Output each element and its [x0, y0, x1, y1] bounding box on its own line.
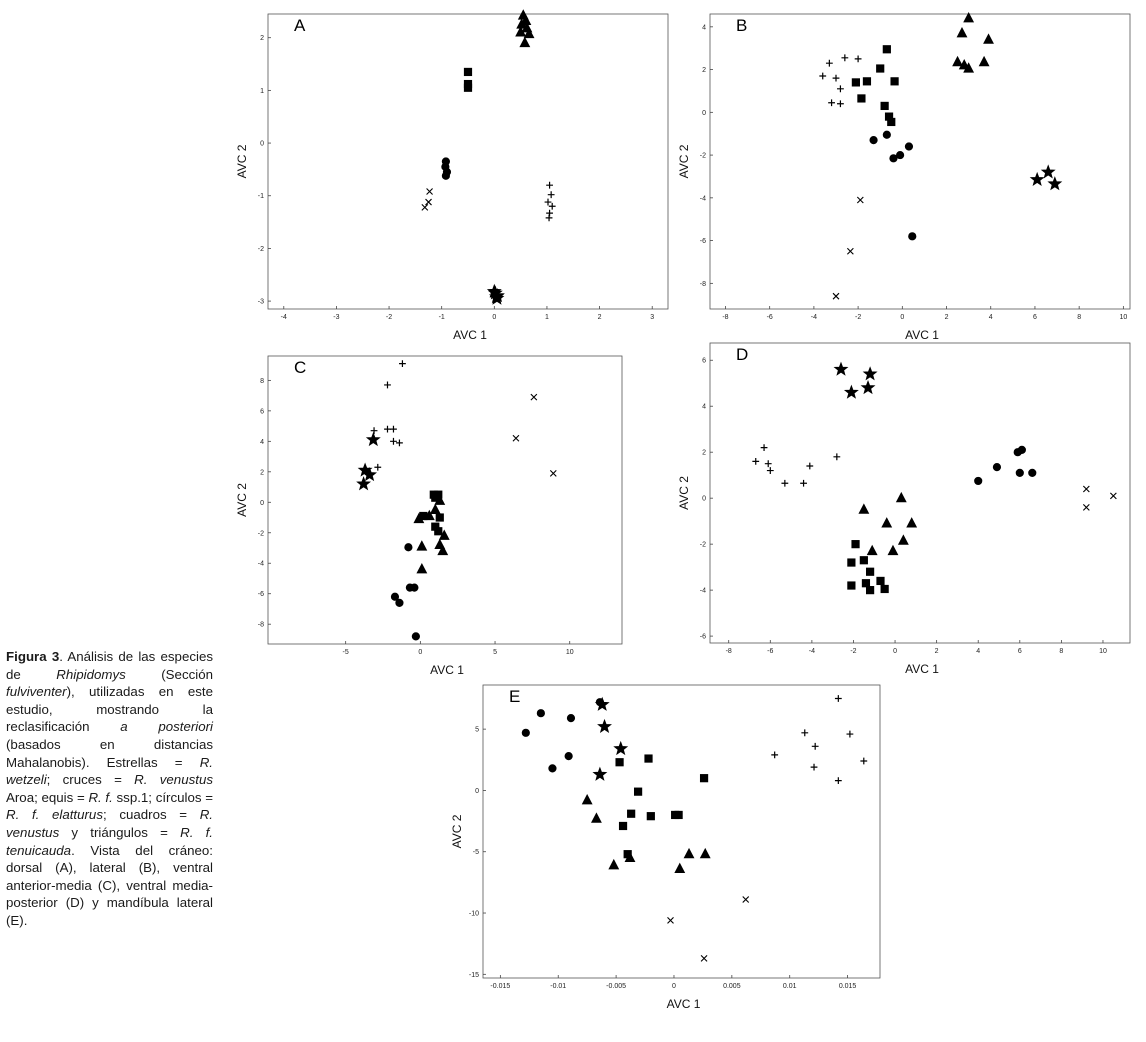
x-tick-label: 3 [650, 314, 655, 321]
data-point-plus [855, 55, 862, 62]
data-point-square [891, 78, 898, 85]
x-tick-label: 10 [565, 649, 574, 656]
figure-caption [6, 648, 213, 930]
data-point-plus [396, 439, 403, 446]
series-triangle [516, 10, 534, 46]
x-tick-label: -5 [342, 649, 349, 656]
x-tick-label: -2 [850, 648, 857, 655]
data-point-x [1110, 493, 1116, 499]
data-point-triangle [431, 505, 440, 514]
series-circle [522, 699, 603, 772]
data-point-plus [819, 73, 826, 80]
y-tick-label: -15 [468, 971, 479, 979]
data-point-square [634, 788, 641, 795]
caption-genus: Rhipidomys [56, 666, 126, 682]
data-point-square [863, 78, 870, 85]
panel-c [235, 356, 622, 677]
caption-species: R. f. tenuicauda [6, 824, 213, 858]
data-point-square [464, 84, 471, 91]
data-point-triangle [882, 518, 891, 527]
series-plus [371, 360, 406, 470]
caption-text: . Análisis de las especies de [6, 649, 213, 682]
x-tick-label: -3 [333, 314, 340, 321]
data-point-square [616, 759, 623, 766]
series-square [464, 68, 471, 91]
data-point-circle [412, 633, 419, 640]
data-point-star [367, 433, 379, 445]
data-point-circle [975, 477, 982, 484]
series-triangle [583, 795, 710, 872]
data-point-square [883, 46, 890, 53]
data-point-plus [771, 751, 778, 758]
data-point-plus [828, 99, 835, 106]
data-point-square [852, 541, 859, 548]
data-point-circle [897, 151, 904, 158]
data-point-plus [374, 464, 381, 471]
data-point-x [857, 197, 863, 203]
y-tick-label: -2 [699, 152, 706, 160]
y-tick-label: -6 [257, 591, 264, 599]
series-star [835, 363, 876, 398]
data-point-plus [860, 758, 867, 765]
y-tick-label: 5 [475, 726, 479, 734]
data-point-square [852, 79, 859, 86]
x-tick-label: 2 [934, 648, 939, 655]
x-tick-label: 6 [1017, 648, 1022, 655]
data-point-x [743, 897, 749, 903]
data-point-square [862, 580, 869, 587]
data-point-plus [384, 426, 391, 433]
panel-a [235, 10, 668, 342]
data-point-circle [1016, 469, 1023, 476]
data-point-square [647, 813, 654, 820]
data-point-plus [835, 777, 842, 784]
data-point-x [701, 955, 707, 961]
data-point-plus [545, 199, 552, 206]
caption-text: (basados en distancias Mahalanobis). Estrellas = [6, 736, 213, 770]
data-point-triangle [520, 38, 529, 47]
y-tick-label: 2 [260, 469, 264, 477]
data-point-plus [546, 214, 553, 221]
data-point-plus [835, 695, 842, 702]
data-point-x [550, 470, 556, 476]
series-circle [870, 131, 916, 240]
y-tick-label: 6 [260, 408, 264, 416]
series-circle [391, 544, 419, 640]
caption-text: ), utilizadas en este estudio, mostrando la reclasificación [6, 684, 213, 735]
y-tick-label: 0 [260, 499, 264, 507]
data-point-square [860, 557, 867, 564]
panel-d [677, 343, 1130, 676]
data-point-circle [442, 172, 449, 179]
data-point-square [858, 95, 865, 102]
data-point-x [833, 293, 839, 299]
caption-species: R. wetzeli [6, 754, 213, 788]
caption-species: R. f. elatturus [6, 807, 103, 823]
x-tick-label: -4 [280, 314, 287, 321]
data-point-triangle [907, 518, 916, 527]
data-point-square [464, 68, 471, 75]
data-point-square [628, 810, 635, 817]
x-axis-label: AVC 1 [905, 328, 939, 342]
x-tick-label: 0.005 [723, 983, 741, 990]
x-tick-label: -2 [854, 314, 862, 321]
data-point-square [877, 577, 884, 584]
caption-label: Figura 3 [6, 649, 60, 664]
data-point-plus [781, 480, 788, 487]
data-point-circle [549, 765, 556, 772]
series-square [616, 755, 708, 858]
x-tick-label: -0.015 [490, 983, 511, 990]
panel-b [677, 13, 1130, 342]
series-star [1031, 166, 1061, 189]
y-tick-label: 0 [702, 495, 706, 503]
data-point-circle [883, 131, 890, 138]
data-point-triangle [417, 541, 426, 550]
x-tick-label: 1 [544, 314, 549, 321]
caption-text: ssp.1; círculos = [112, 789, 213, 805]
data-point-star [862, 381, 874, 393]
caption-species: R. f. [88, 789, 113, 805]
data-point-triangle [859, 504, 868, 513]
data-point-plus [801, 729, 808, 736]
x-tick-label: -0.005 [606, 983, 627, 990]
data-point-x [1083, 504, 1089, 510]
series-circle [442, 158, 451, 179]
data-point-star [1042, 166, 1054, 178]
x-tick-label: 0 [418, 649, 423, 656]
caption-species: R. venustus [6, 807, 213, 840]
data-point-plus [752, 458, 759, 465]
data-point-circle [567, 715, 574, 722]
y-tick-label: -1 [257, 193, 264, 201]
panel-e [450, 685, 880, 1011]
data-point-square [435, 528, 442, 535]
y-tick-label: -2 [699, 541, 706, 549]
data-point-triangle [899, 536, 908, 545]
data-point-plus [847, 731, 854, 738]
data-point-triangle [583, 795, 592, 804]
x-tick-label: -0.01 [550, 983, 567, 990]
series-triangle [859, 493, 916, 555]
data-point-circle [993, 464, 1000, 471]
y-tick-label: -4 [699, 587, 706, 595]
caption-species: R. venustus [134, 772, 213, 788]
data-point-x [531, 394, 537, 400]
data-point-star [358, 478, 370, 490]
y-axis-label: AVC 2 [677, 144, 691, 179]
y-tick-label: 8 [260, 377, 264, 385]
series-plus [545, 182, 556, 221]
data-point-square [877, 65, 884, 72]
data-point-star [598, 720, 610, 732]
data-point-star [594, 768, 606, 780]
data-point-triangle [684, 849, 693, 858]
data-point-plus [548, 191, 555, 198]
series-triangle [414, 496, 449, 573]
data-point-triangle [675, 864, 684, 873]
data-point-plus [371, 427, 378, 434]
x-tick-label: 0 [893, 648, 898, 655]
y-tick-label: -2 [257, 530, 264, 538]
data-point-triangle [592, 813, 601, 822]
data-point-circle [522, 729, 529, 736]
data-point-square [866, 568, 873, 575]
x-axis-label: AVC 1 [905, 662, 939, 676]
data-point-plus [546, 182, 553, 189]
series-x [1083, 486, 1116, 510]
data-point-square [881, 585, 888, 592]
data-point-plus [837, 100, 844, 107]
series-square [852, 46, 898, 126]
data-point-triangle [984, 34, 993, 43]
data-point-plus [837, 85, 844, 92]
data-point-star [845, 386, 857, 398]
data-point-plus [800, 480, 807, 487]
data-point-circle [396, 599, 403, 606]
data-point-circle [1018, 446, 1025, 453]
series-x [833, 197, 863, 299]
data-point-plus [811, 764, 818, 771]
x-tick-label: -2 [385, 314, 393, 321]
data-point-square [700, 775, 707, 782]
panel-label: A [294, 16, 306, 35]
y-tick-label: -6 [699, 633, 706, 641]
y-tick-label: -2 [257, 245, 264, 253]
data-point-circle [905, 143, 912, 150]
data-point-plus [812, 743, 819, 750]
data-point-triangle [953, 57, 962, 66]
x-tick-label: 4 [976, 648, 981, 655]
series-square [848, 541, 888, 594]
data-point-triangle [417, 564, 426, 573]
data-point-triangle [897, 493, 906, 502]
series-x [422, 189, 433, 211]
panel-label: B [736, 16, 748, 35]
caption-text: (Sección [125, 666, 213, 682]
series-star [488, 285, 503, 303]
data-point-square [848, 582, 855, 589]
x-tick-label: 4 [988, 314, 993, 321]
plot-frame [268, 356, 622, 644]
data-point-x [1083, 486, 1089, 492]
x-tick-label: 10 [1099, 648, 1107, 655]
y-tick-label: 2 [702, 449, 706, 457]
caption-text: ; cruces = [46, 772, 135, 788]
data-point-x [427, 189, 433, 195]
data-point-plus [826, 60, 833, 67]
x-tick-label: -6 [767, 648, 774, 655]
x-tick-label: 0 [900, 314, 905, 321]
x-tick-label: -4 [808, 648, 815, 655]
data-point-plus [384, 382, 391, 389]
data-point-star [1049, 178, 1061, 190]
x-tick-label: 2 [597, 314, 602, 321]
panel-label: D [736, 345, 749, 364]
data-point-square [866, 587, 873, 594]
data-point-plus [833, 453, 840, 460]
x-tick-label: 6 [1032, 314, 1037, 321]
plot-frame [710, 343, 1130, 643]
x-axis-label: AVC 1 [453, 328, 487, 342]
y-tick-label: 1 [260, 87, 264, 95]
data-point-circle [870, 137, 877, 144]
series-star [594, 698, 627, 779]
data-point-triangle [888, 546, 897, 555]
x-tick-label: 8 [1077, 314, 1082, 321]
data-point-plus [399, 360, 406, 367]
data-point-x [426, 199, 432, 205]
y-tick-label: -5 [472, 849, 479, 857]
data-point-square [881, 102, 888, 109]
data-point-square [436, 514, 443, 521]
caption-aposteriori: a posteriori [120, 719, 214, 735]
y-tick-label: 0 [475, 787, 479, 795]
x-tick-label: -1 [438, 314, 445, 321]
caption-text: Aroa; equis = [6, 789, 89, 805]
x-tick-label: 0.015 [838, 983, 857, 990]
data-point-star [1031, 173, 1043, 185]
data-point-square [619, 822, 626, 829]
x-tick-label: -8 [725, 648, 732, 655]
data-point-square [848, 559, 855, 566]
series-circle [975, 446, 1036, 484]
data-point-plus [390, 426, 397, 433]
data-point-circle [405, 544, 412, 551]
y-tick-label: -8 [257, 621, 264, 629]
panel-label: C [294, 358, 307, 377]
x-tick-label: 10 [1119, 314, 1128, 321]
caption-text: ; cuadros = [102, 807, 200, 823]
data-point-circle [890, 155, 897, 162]
x-tick-label: -4 [810, 314, 818, 321]
x-tick-label: 0.01 [782, 983, 797, 990]
data-point-circle [1029, 469, 1036, 476]
y-axis-label: AVC 2 [677, 476, 691, 510]
data-point-plus [767, 467, 774, 474]
data-point-plus [765, 460, 772, 467]
data-point-triangle [868, 546, 877, 555]
data-point-triangle [957, 28, 966, 37]
data-point-x [668, 917, 674, 923]
y-tick-label: -6 [699, 238, 706, 246]
data-point-triangle [701, 849, 710, 858]
y-tick-label: -4 [699, 195, 706, 203]
series-x [513, 394, 556, 476]
data-point-plus [833, 75, 840, 82]
data-point-triangle [609, 860, 618, 869]
y-axis-label: AVC 2 [235, 144, 249, 179]
x-axis-label: AVC 1 [430, 663, 464, 677]
data-point-plus [841, 54, 848, 61]
data-point-plus [390, 438, 397, 445]
x-tick-label: -8 [722, 314, 729, 321]
y-axis-label: AVC 2 [450, 814, 464, 849]
y-tick-label: 0 [260, 140, 264, 148]
data-point-circle [565, 753, 572, 760]
data-point-square [675, 811, 682, 818]
x-tick-label: 2 [944, 314, 949, 321]
data-point-x [513, 435, 519, 441]
y-tick-label: -3 [257, 298, 264, 306]
panel-label: E [509, 687, 521, 706]
data-point-square [888, 118, 895, 125]
series-plus [771, 695, 867, 784]
x-axis-label: AVC 1 [666, 997, 701, 1011]
y-tick-label: -4 [257, 560, 264, 568]
caption-text: . Vista del cráneo: dorsal (A), lateral (B), ventral anterior-media (C), ventral media-posterior (D) y mandíbula lateral (E). [6, 842, 213, 928]
y-tick-label: 0 [702, 109, 706, 117]
y-tick-label: 4 [702, 24, 706, 32]
y-tick-label: 4 [260, 438, 264, 446]
series-star [358, 433, 380, 489]
data-point-circle [411, 584, 418, 591]
x-tick-label: 0 [672, 983, 676, 990]
x-tick-label: 0 [492, 314, 497, 321]
y-tick-label: 4 [702, 403, 706, 411]
y-tick-label: 2 [260, 35, 264, 43]
data-point-plus [549, 203, 556, 210]
data-point-star [615, 742, 627, 754]
data-point-x [422, 204, 428, 210]
data-point-star [864, 368, 876, 380]
x-tick-label: -6 [766, 314, 773, 321]
data-point-x [847, 248, 853, 254]
caption-text: y triángulos = [59, 824, 181, 840]
data-point-star [835, 363, 847, 375]
data-point-square [645, 755, 652, 762]
plot-frame [710, 14, 1130, 309]
plot-frame [268, 14, 668, 309]
data-point-triangle [980, 57, 989, 66]
x-tick-label: 8 [1059, 648, 1064, 655]
y-tick-label: 2 [702, 67, 706, 75]
data-point-circle [909, 233, 916, 240]
data-point-plus [761, 444, 768, 451]
series-triangle [953, 13, 993, 72]
y-tick-label: -10 [468, 910, 479, 918]
series-plus [752, 444, 840, 486]
x-tick-label: 5 [493, 649, 497, 656]
y-axis-label: AVC 2 [235, 483, 249, 517]
data-point-plus [806, 463, 813, 470]
caption-section: fulviventer [6, 684, 67, 700]
series-x [668, 897, 749, 962]
y-tick-label: 6 [702, 357, 706, 365]
y-tick-label: -8 [699, 280, 706, 288]
data-point-circle [537, 710, 544, 717]
plot-frame [483, 685, 880, 978]
